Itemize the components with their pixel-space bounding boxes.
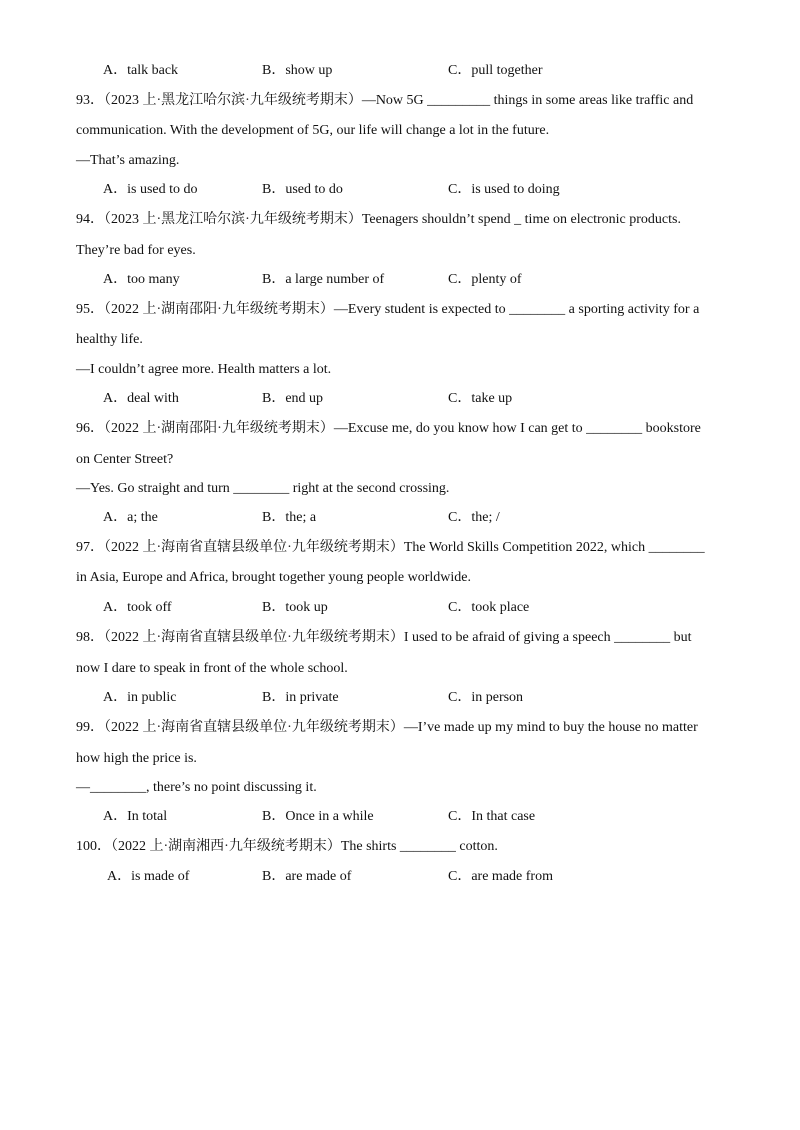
- q96-stem-line3: —Yes. Go straight and turn ________ right at the second crossing.: [76, 481, 450, 496]
- q100-option-a: A．is made of: [107, 869, 190, 884]
- q99-stem-line2: how high the price is.: [76, 751, 197, 766]
- q100-option-b: B．are made of: [262, 869, 352, 884]
- q95-stem-line1: 95．（2022 上·湖南邵阳·九年级统考期末）—Every student is expected to ________ a sporting activity for a: [76, 302, 700, 317]
- q95-option-c: C．take up: [448, 391, 513, 406]
- q93-option-a: A．is used to do: [103, 182, 198, 197]
- q99-option-b: B．Once in a while: [262, 809, 374, 824]
- q98-option-c: C．in person: [448, 690, 524, 705]
- q98-stem-line1: 98．（2022 上·海南省直辖县级单位·九年级统考期末）I used to be afraid of giving a speech ________ but: [76, 630, 692, 645]
- q95-stem-line2: healthy life.: [76, 332, 143, 347]
- q93-stem-line3: —That’s amazing.: [76, 153, 180, 168]
- q92-option-c: C．pull together: [448, 63, 543, 78]
- q93-stem-line2: communication. With the development of 5G, our life will change a lot in the future.: [76, 123, 550, 138]
- q94-stem-line2: They’re bad for eyes.: [76, 243, 196, 258]
- q98-option-b: B．in private: [262, 690, 339, 705]
- q92-option-b: B．show up: [262, 63, 333, 78]
- q94-option-c: C．plenty of: [448, 272, 522, 287]
- q99-option-a: A．In total: [103, 809, 168, 824]
- q98-option-a: A．in public: [103, 690, 177, 705]
- q97-option-b: B．took up: [262, 600, 328, 615]
- q96-stem-line1: 96．（2022 上·湖南邵阳·九年级统考期末）—Excuse me, do you know how I can get to ________ bookstore: [76, 421, 701, 436]
- q96-option-a: A．a; the: [103, 510, 158, 525]
- q93-option-b: B．used to do: [262, 182, 343, 197]
- q100-stem-line1: 100．（2022 上·湖南湘西·九年级统考期末）The shirts ________ cotton.: [76, 839, 498, 854]
- q100-option-c: C．are made from: [448, 869, 553, 884]
- q97-option-a: A．took off: [103, 600, 172, 615]
- q99-option-c: C．In that case: [448, 809, 536, 824]
- q99-stem-line3: —________, there’s no point discussing it.: [76, 780, 317, 795]
- q92-option-a: A．talk back: [103, 63, 179, 78]
- q97-stem-line1: 97．（2022 上·海南省直辖县级单位·九年级统考期末）The World Skills Competition 2022, which ________: [76, 540, 705, 555]
- q96-option-b: B．the; a: [262, 510, 317, 525]
- q95-stem-line3: —I couldn’t agree more. Health matters a lot.: [76, 362, 332, 377]
- q93-option-c: C．is used to doing: [448, 182, 560, 197]
- q95-option-a: A．deal with: [103, 391, 179, 406]
- q94-option-a: A．too many: [103, 272, 180, 287]
- q96-stem-line2: on Center Street?: [76, 452, 174, 467]
- q97-option-c: C．took place: [448, 600, 530, 615]
- q94-option-b: B．a large number of: [262, 272, 385, 287]
- q97-stem-line2: in Asia, Europe and Africa, brought together young people worldwide.: [76, 570, 472, 585]
- q94-stem-line1: 94．（2023 上·黑龙江哈尔滨·九年级统考期末）Teenagers shouldn’t spend _ time on electronic products.: [76, 212, 681, 227]
- q98-stem-line2: now I dare to speak in front of the whole school.: [76, 661, 348, 676]
- q95-option-b: B．end up: [262, 391, 324, 406]
- q93-stem-line1: 93．（2023 上·黑龙江哈尔滨·九年级统考期末）—Now 5G _________ things in some areas like traffic and: [76, 93, 694, 108]
- q99-stem-line1: 99．（2022 上·海南省直辖县级单位·九年级统考期末）—I’ve made up my mind to buy the house no matter: [76, 720, 698, 735]
- q96-option-c: C．the; /: [448, 510, 500, 525]
